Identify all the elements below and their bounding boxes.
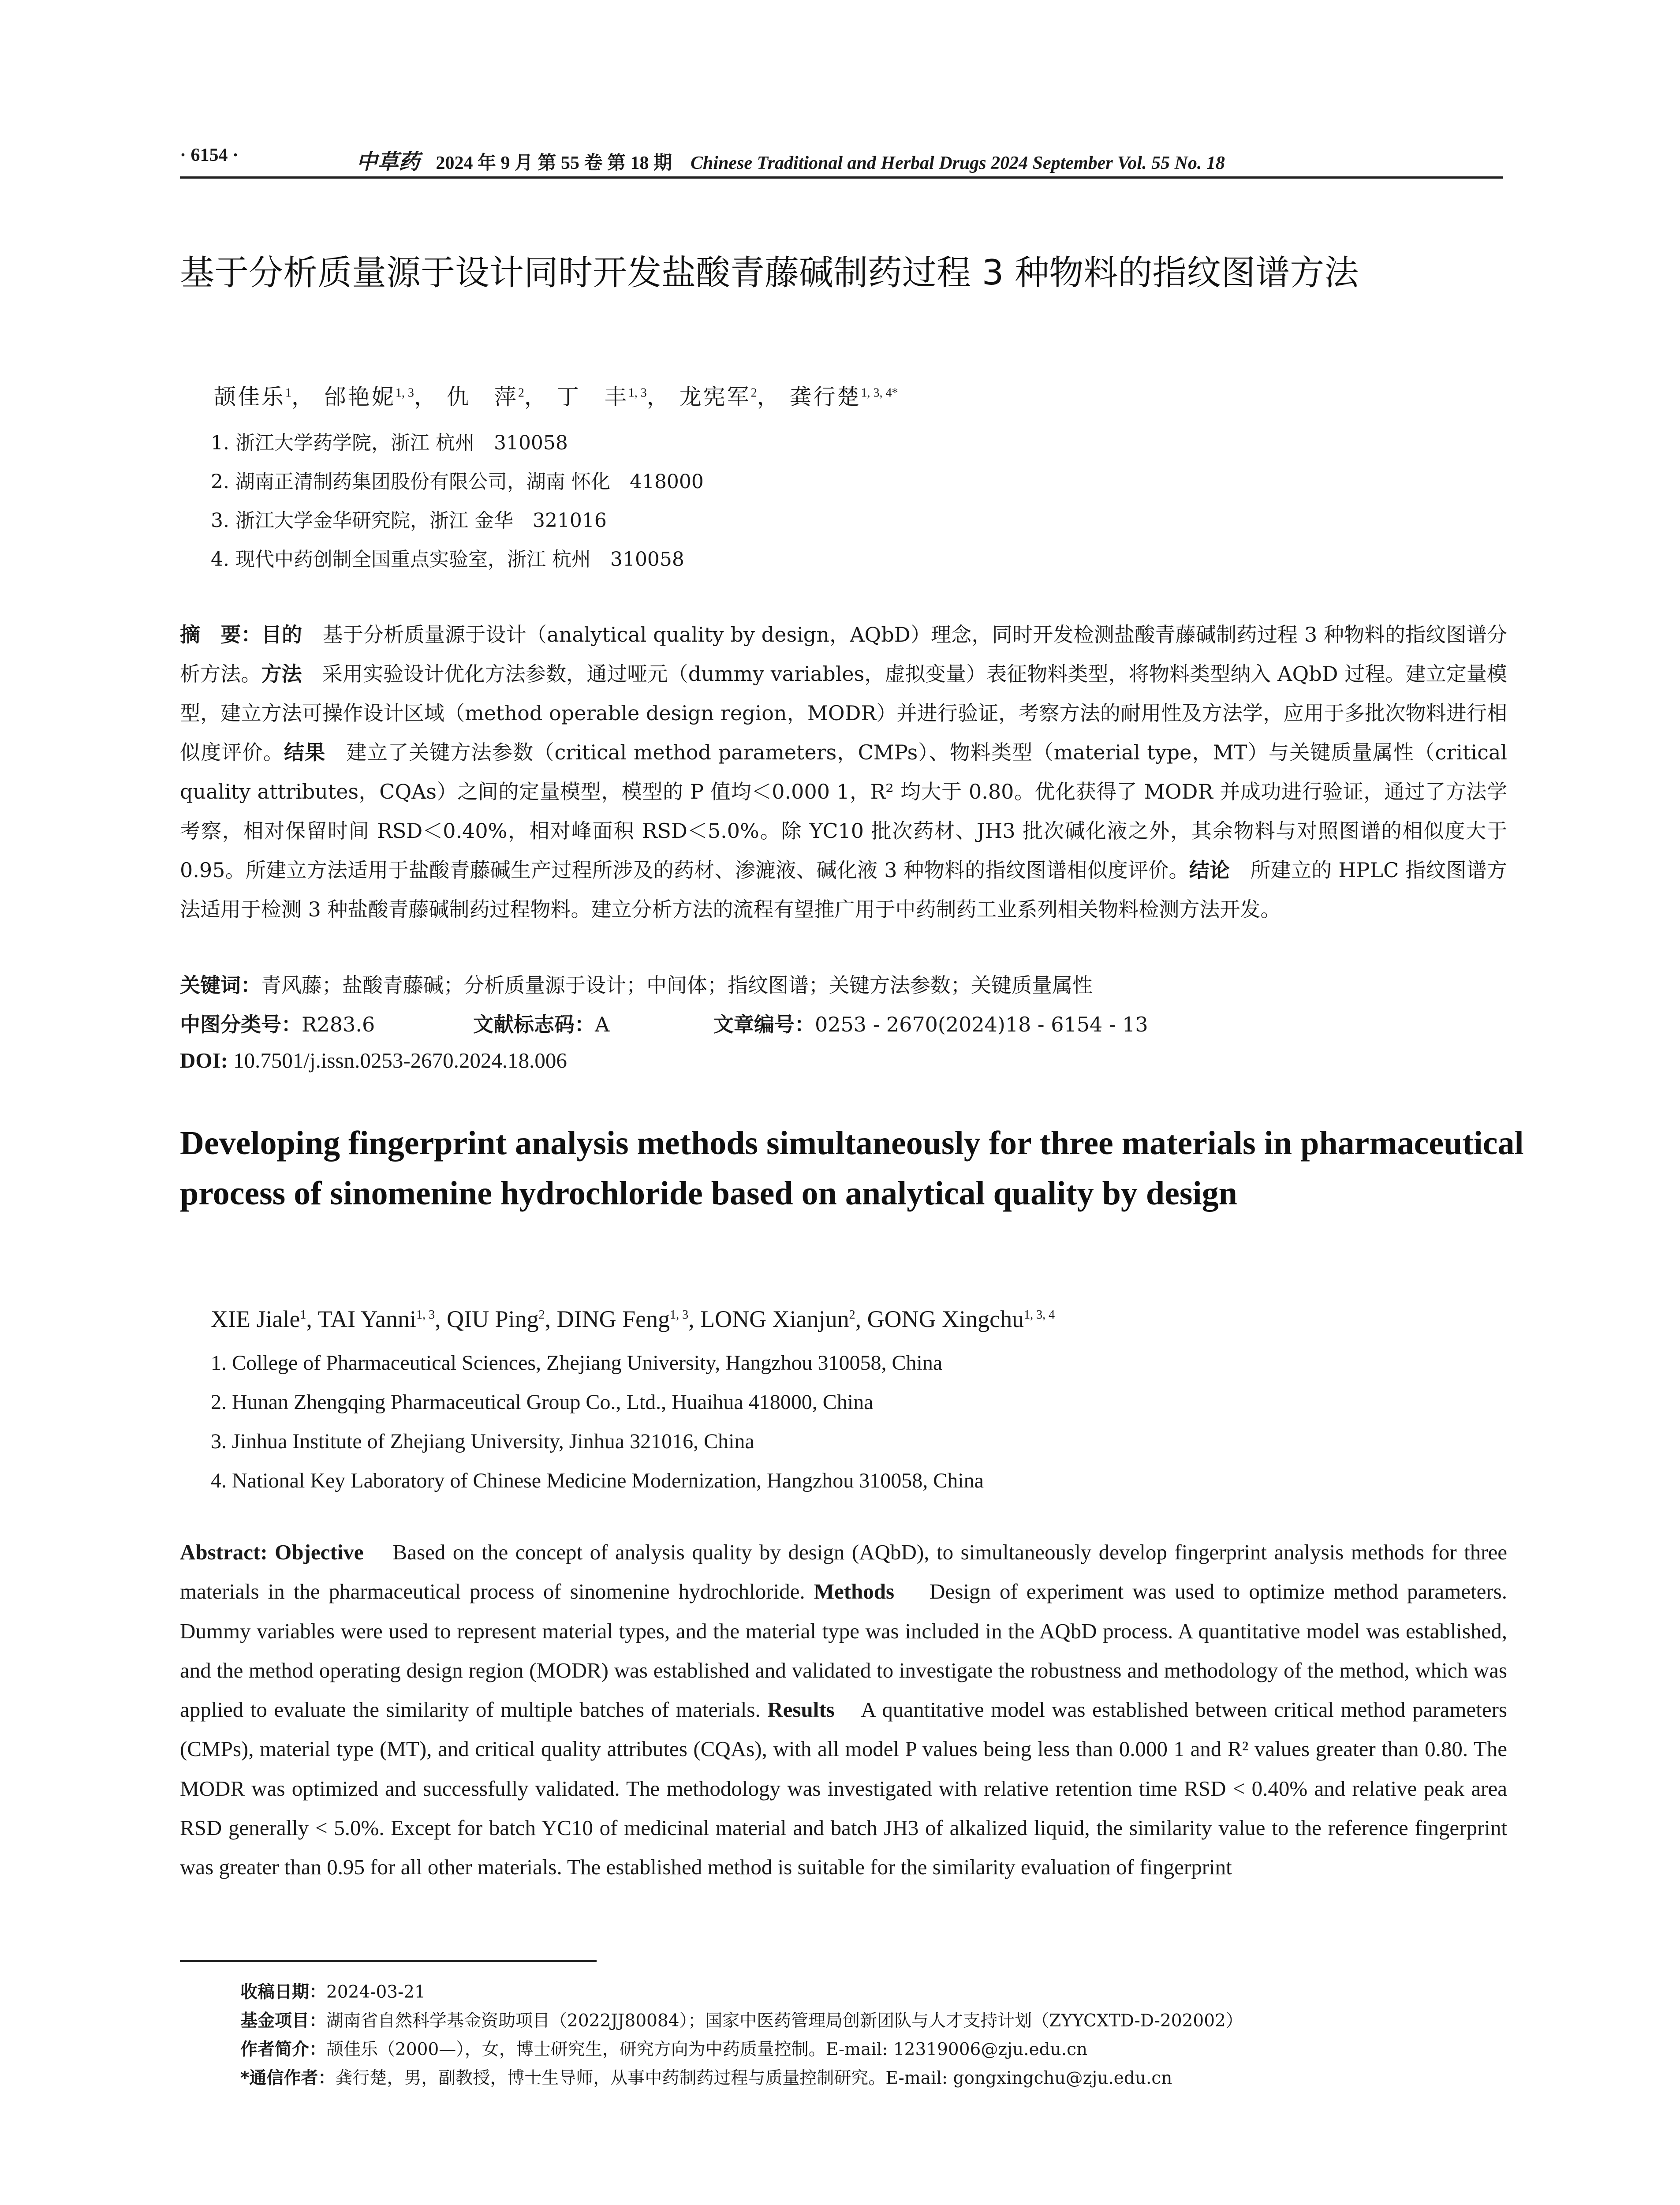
doi-value: 10.7501/j.issn.0253-2670.2024.18.006 [233,1048,567,1073]
author-en: QIU Ping [447,1306,539,1332]
running-header [180,145,1503,176]
affiliation-zh: 2. 湖南正清制药集团股份有限公司，湖南 怀化 418000 [211,471,704,493]
conclusion-label: 结论 [1189,858,1230,882]
affiliation-en: 2. Hunan Zhengqing Pharmaceutical Group Co., Ltd., Huaihua 418000, China [211,1390,874,1414]
affiliation-en: 1. College of Pharmaceutical Sciences, Zhejiang University, Hangzhou 310058, China [211,1351,943,1375]
abstract-zh [180,615,1507,929]
objective-label-en: Objective [275,1540,364,1564]
abstract-label: 摘 要： [180,623,261,647]
doc-code-label: 文献标志码： [473,1013,595,1036]
title-en: Developing fingerprint analysis methods simultaneously for three materials in pharmaceutical process of sinomenine hydrochloride based on analytical quality by design [180,1125,1524,1212]
journal-name-cn: 中草药 [356,149,420,174]
author-en: DING Feng [556,1306,670,1332]
footnote-corresponding: *通信作者：龚行楚，男，副教授，博士生导师，从事中药制药过程与质量控制研究。E-mail: gongxingchu@zju.edu.cn [240,2068,1172,2088]
conclusion-text: 所建立的 HPLC 指纹图谱方法适用于检测 3 种盐酸青藤碱制药过程物料。建立分析方法的流程有望推广用于中药制药工业系列相关物料检测方法开发。 [180,858,1507,921]
author-zh: 仇 萍 [446,384,518,410]
keywords-text: 青风藤；盐酸青藤碱；分析质量源于设计；中间体；指纹图谱；关键方法参数；关键质量属性 [261,973,1093,997]
keywords-zh [180,969,1507,998]
author-zh: 邰艳妮 [324,384,396,410]
methods-label-en: Methods [814,1579,895,1604]
footnote-fund: 基金项目：湖南省自然科学基金资助项目（2022JJ80084）；国家中医药管理局创新团队与人才支持计划（ZYYCXTD-D-202002） [240,2011,1243,2031]
author-zh: 丁 丰 [556,384,628,410]
affiliation-en: 4. National Key Laboratory of Chinese Medicine Modernization, Hangzhou 310058, China [211,1469,984,1492]
methods-text: 采用实验设计优化方法参数，通过哑元（dummy variables，虚拟变量）表征物料类型，将物料类型纳入 AQbD 过程。建立定量模型，建立方法可操作设计区域（method operable design region，MODR）并进行验证，考察方法的耐用性及方法学，应用于多批次物料进行相似度评价。 [180,662,1508,764]
page-number: · 6154 · [180,145,239,165]
affiliation-zh: 1. 浙江大学药学院，浙江 杭州 310058 [211,432,568,454]
authors-en: XIE Jiale$^1$, TAI Yanni$^{1, 3}$, QIU Ping$^2$, DING Feng$^{1, 3}$, LONG Xianjun$^2$, GONG Xingchu$^{1, 3, 4}$ [211,1306,1055,1332]
doi-label: DOI: [180,1048,228,1073]
affiliation-zh: 3. 浙江大学金华研究院，浙江 金华 321016 [211,509,607,532]
issue-cn: 2024 年 9 月 第 55 卷 第 18 期 [436,153,672,173]
article-no-label: 文章编号： [713,1013,815,1036]
clc-label: 中图分类号： [180,1013,302,1036]
footnote-author-bio: 作者简介：颉佳乐（2000—），女，博士研究生，研究方向为中药质量控制。E-mail: 12319006@zju.edu.cn [240,2040,1088,2059]
methods-text-en: Design of experiment was used to optimize method parameters. Dummy variables were used to represent material types, and the material type was included in the AQbD process. A quantitative model was established, and the method operating design region (MODR) was established and validated to investigate the robustness and methodology of the method, which was applied to evaluate the similarity of multiple batches of materials. [180,1579,1507,1722]
methods-label: 方法 [261,662,302,686]
classification-line [180,1009,1507,1038]
keywords-label: 关键词： [180,973,261,997]
affiliation-zh: 4. 现代中药创制全国重点实验室，浙江 杭州 310058 [211,548,684,571]
author-zh: 颉佳乐 [214,384,285,410]
footnote-received: 收稿日期：2024-03-21 [240,1982,426,2002]
objective-label: 目的 [261,623,302,647]
results-label-en: Results [767,1697,835,1722]
affiliation-en: 3. Jinhua Institute of Zhejiang University, Jinhua 321016, China [211,1430,754,1453]
footnote-divider [180,1960,597,1962]
author-zh: 龚行楚 [789,384,861,410]
objective-text-en: Based on the concept of analysis quality by design (AQbD), to simultaneously develop fingerprint analysis methods for three materials in the pharmaceutical process of sinomenine hydrochloride. [180,1540,1508,1604]
abstract-en [180,1532,1507,1887]
results-label: 结果 [284,740,326,764]
issue-en: Chinese Traditional and Herbal Drugs 2024 September Vol. 55 No. 18 [691,153,1225,173]
doc-code-value: A [595,1013,610,1036]
results-text-en: A quantitative model was established between critical method parameters (CMPs), material type (MT), and critical quality attributes (CQAs), with all model P values being less than 0.000 1 and R² values greater than 0.80. The MODR was optimized and successfully validated. The methodology was investigated with relative retention time RSD < 0.40% and relative peak area RSD generally < 5.0%. Except for batch YC10 of medicinal material and batch JH3 of alkalized liquid, the similarity value to the reference fingerprint was greater than 0.95 for all other materials. The established method is suitable for the similarity evaluation of fingerprint [180,1697,1507,1880]
author-en: XIE Jiale [211,1306,300,1332]
header-divider [180,176,1503,179]
clc-value: R283.6 [302,1013,375,1036]
authors-zh: 颉佳乐$^1$， 邰艳妮$^{1, 3}$， 仇 萍$^2$， 丁 丰$^{1, 3}$， 龙宪军$^2$， 龚行楚$^{1, 3, 4*}$ [214,384,898,410]
title-zh: 基于分析质量源于设计同时开发盐酸青藤碱制药过程 3 种物料的指纹图谱方法 [180,253,1359,293]
journal-issue-line [356,145,1225,175]
author-en: GONG Xingchu [867,1306,1024,1332]
objective-text: 基于分析质量源于设计（analytical quality by design，AQbD）理念，同时开发检测盐酸青藤碱制药过程 3 种物料的指纹图谱分析方法。 [180,623,1508,686]
abstract-label-en: Abstract: [180,1540,268,1564]
article-no-value: 0253 - 2670(2024)18 - 6154 - 13 [815,1013,1148,1036]
doi-line [180,1048,1507,1073]
results-text: 建立了关键方法参数（critical method parameters，CMPs）、物料类型（material type，MT）与关键质量属性（critical quality attributes，CQAs）之间的定量模型，模型的 P 值均＜0.000 1，R² 均大于 0.80。优化获得了 MODR 并成功进行验证，通过了方法学考察，相对保留时间 RSD＜0.40%，相对峰面积 RSD＜5.0%。除 YC10 批次药材、JH3 批次碱化液之外，其余物料与对照图谱的相似度大于 0.95。所建立方法适用于盐酸青藤碱生产过程所涉及的药材、渗漉液、碱化液 3 种物料的指纹图谱相似度评价。 [180,740,1508,882]
author-en: TAI Yanni [317,1306,417,1332]
author-zh: 龙宪军 [679,384,751,410]
author-en: LONG Xianjun [700,1306,849,1332]
